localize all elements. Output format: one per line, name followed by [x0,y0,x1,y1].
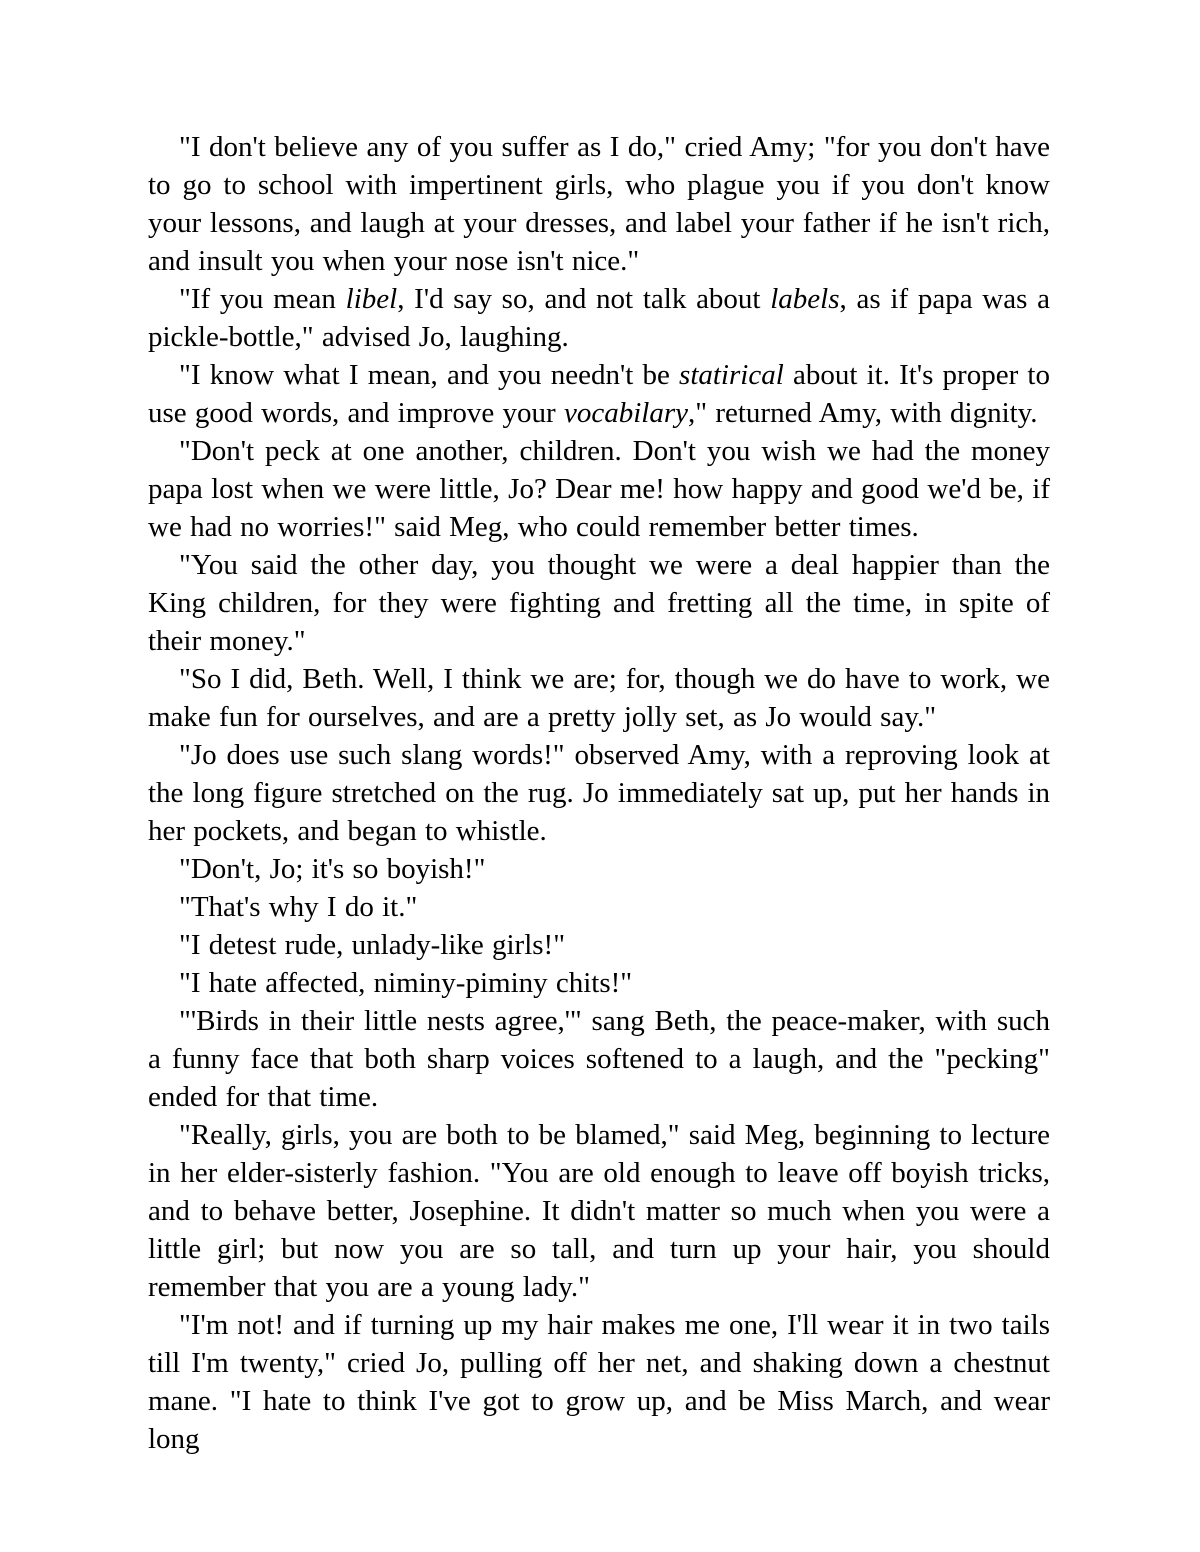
text-run: "I don't believe any of you suffer as I do," cried Amy; "for you don't have to go to school with impertinent girls, who plague you if you don't know your lessons, and laugh at your dresses, and label your father if he isn't rich, and insult you when your nose isn't nice." [148,131,1050,277]
text-run: "I detest rude, unlady-like girls!" [179,929,566,961]
paragraph [148,280,1050,356]
text-run: "If you mean [179,283,346,315]
text-run: "That's why I do it." [179,891,418,923]
text-run: , as if papa was a pickle-bottle," advised Jo, laughing. [148,283,1051,353]
text-run: , I'd say so, and not talk about [397,283,771,315]
paragraph [148,128,1050,280]
text-run: ," returned Amy, with dignity. [687,397,1038,429]
paragraph [148,850,1050,888]
text-run: "I'm not! and if turning up my hair makes me one, I'll wear it in two tails till I'm twenty," cried Jo, pulling off her net, and shaking down a chestnut mane. "I hate to think I've got to grow up, and be Miss March, and wear long [148,1309,1050,1455]
text-run: "I know what I mean, and you needn't be [179,359,680,391]
paragraph [148,432,1050,546]
paragraph [148,546,1050,660]
italic-text-run: vocabilary [563,397,688,429]
italic-text-run: labels [770,283,840,315]
text-run: "I hate affected, niminy-piminy chits!" [179,967,633,999]
paragraph [148,660,1050,736]
paragraph [148,1306,1050,1458]
text-run: about it. It's proper to use good words, and improve your [148,359,1050,429]
text-run: "'Birds in their little nests agree,'" sang Beth, the peace-maker, with such a funny face that both sharp voices softened to a laugh, and the "pecking" ended for that time. [148,1005,1050,1113]
text-run: "Don't, Jo; it's so boyish!" [179,853,486,885]
paragraph [148,356,1050,432]
text-run: "Really, girls, you are both to be blamed," said Meg, beginning to lecture in her elder-sisterly fashion. "You are old enough to leave off boyish tricks, and to behave better, Josephine. It didn't matter so much when you were a little girl; but now you are so tall, and turn up your hair, you should remember that you are a young lady." [148,1119,1050,1303]
paragraph [148,736,1050,850]
text-run: "You said the other day, you thought we were a deal happier than the King children, for they were fighting and fretting all the time, in spite of their money." [148,549,1050,657]
text-run: "Don't peck at one another, children. Don't you wish we had the money papa lost when we were little, Jo? Dear me! how happy and good we'd be, if we had no worries!" said Meg, who could remember better times. [148,435,1050,543]
paragraph [148,926,1050,964]
italic-text-run: libel [345,283,398,315]
paragraph [148,1116,1050,1306]
paragraph [148,888,1050,926]
text-run: "So I did, Beth. Well, I think we are; for, though we do have to work, we make fun for ourselves, and are a pretty jolly set, as Jo would say." [148,663,1050,733]
page-text [148,128,1050,1458]
italic-text-run: statirical [679,359,784,391]
text-run: "Jo does use such slang words!" observed Amy, with a reproving look at the long figure stretched on the rug. Jo immediately sat up, put her hands in her pockets, and began to whistle. [148,739,1050,847]
paragraph [148,964,1050,1002]
paragraph [148,1002,1050,1116]
